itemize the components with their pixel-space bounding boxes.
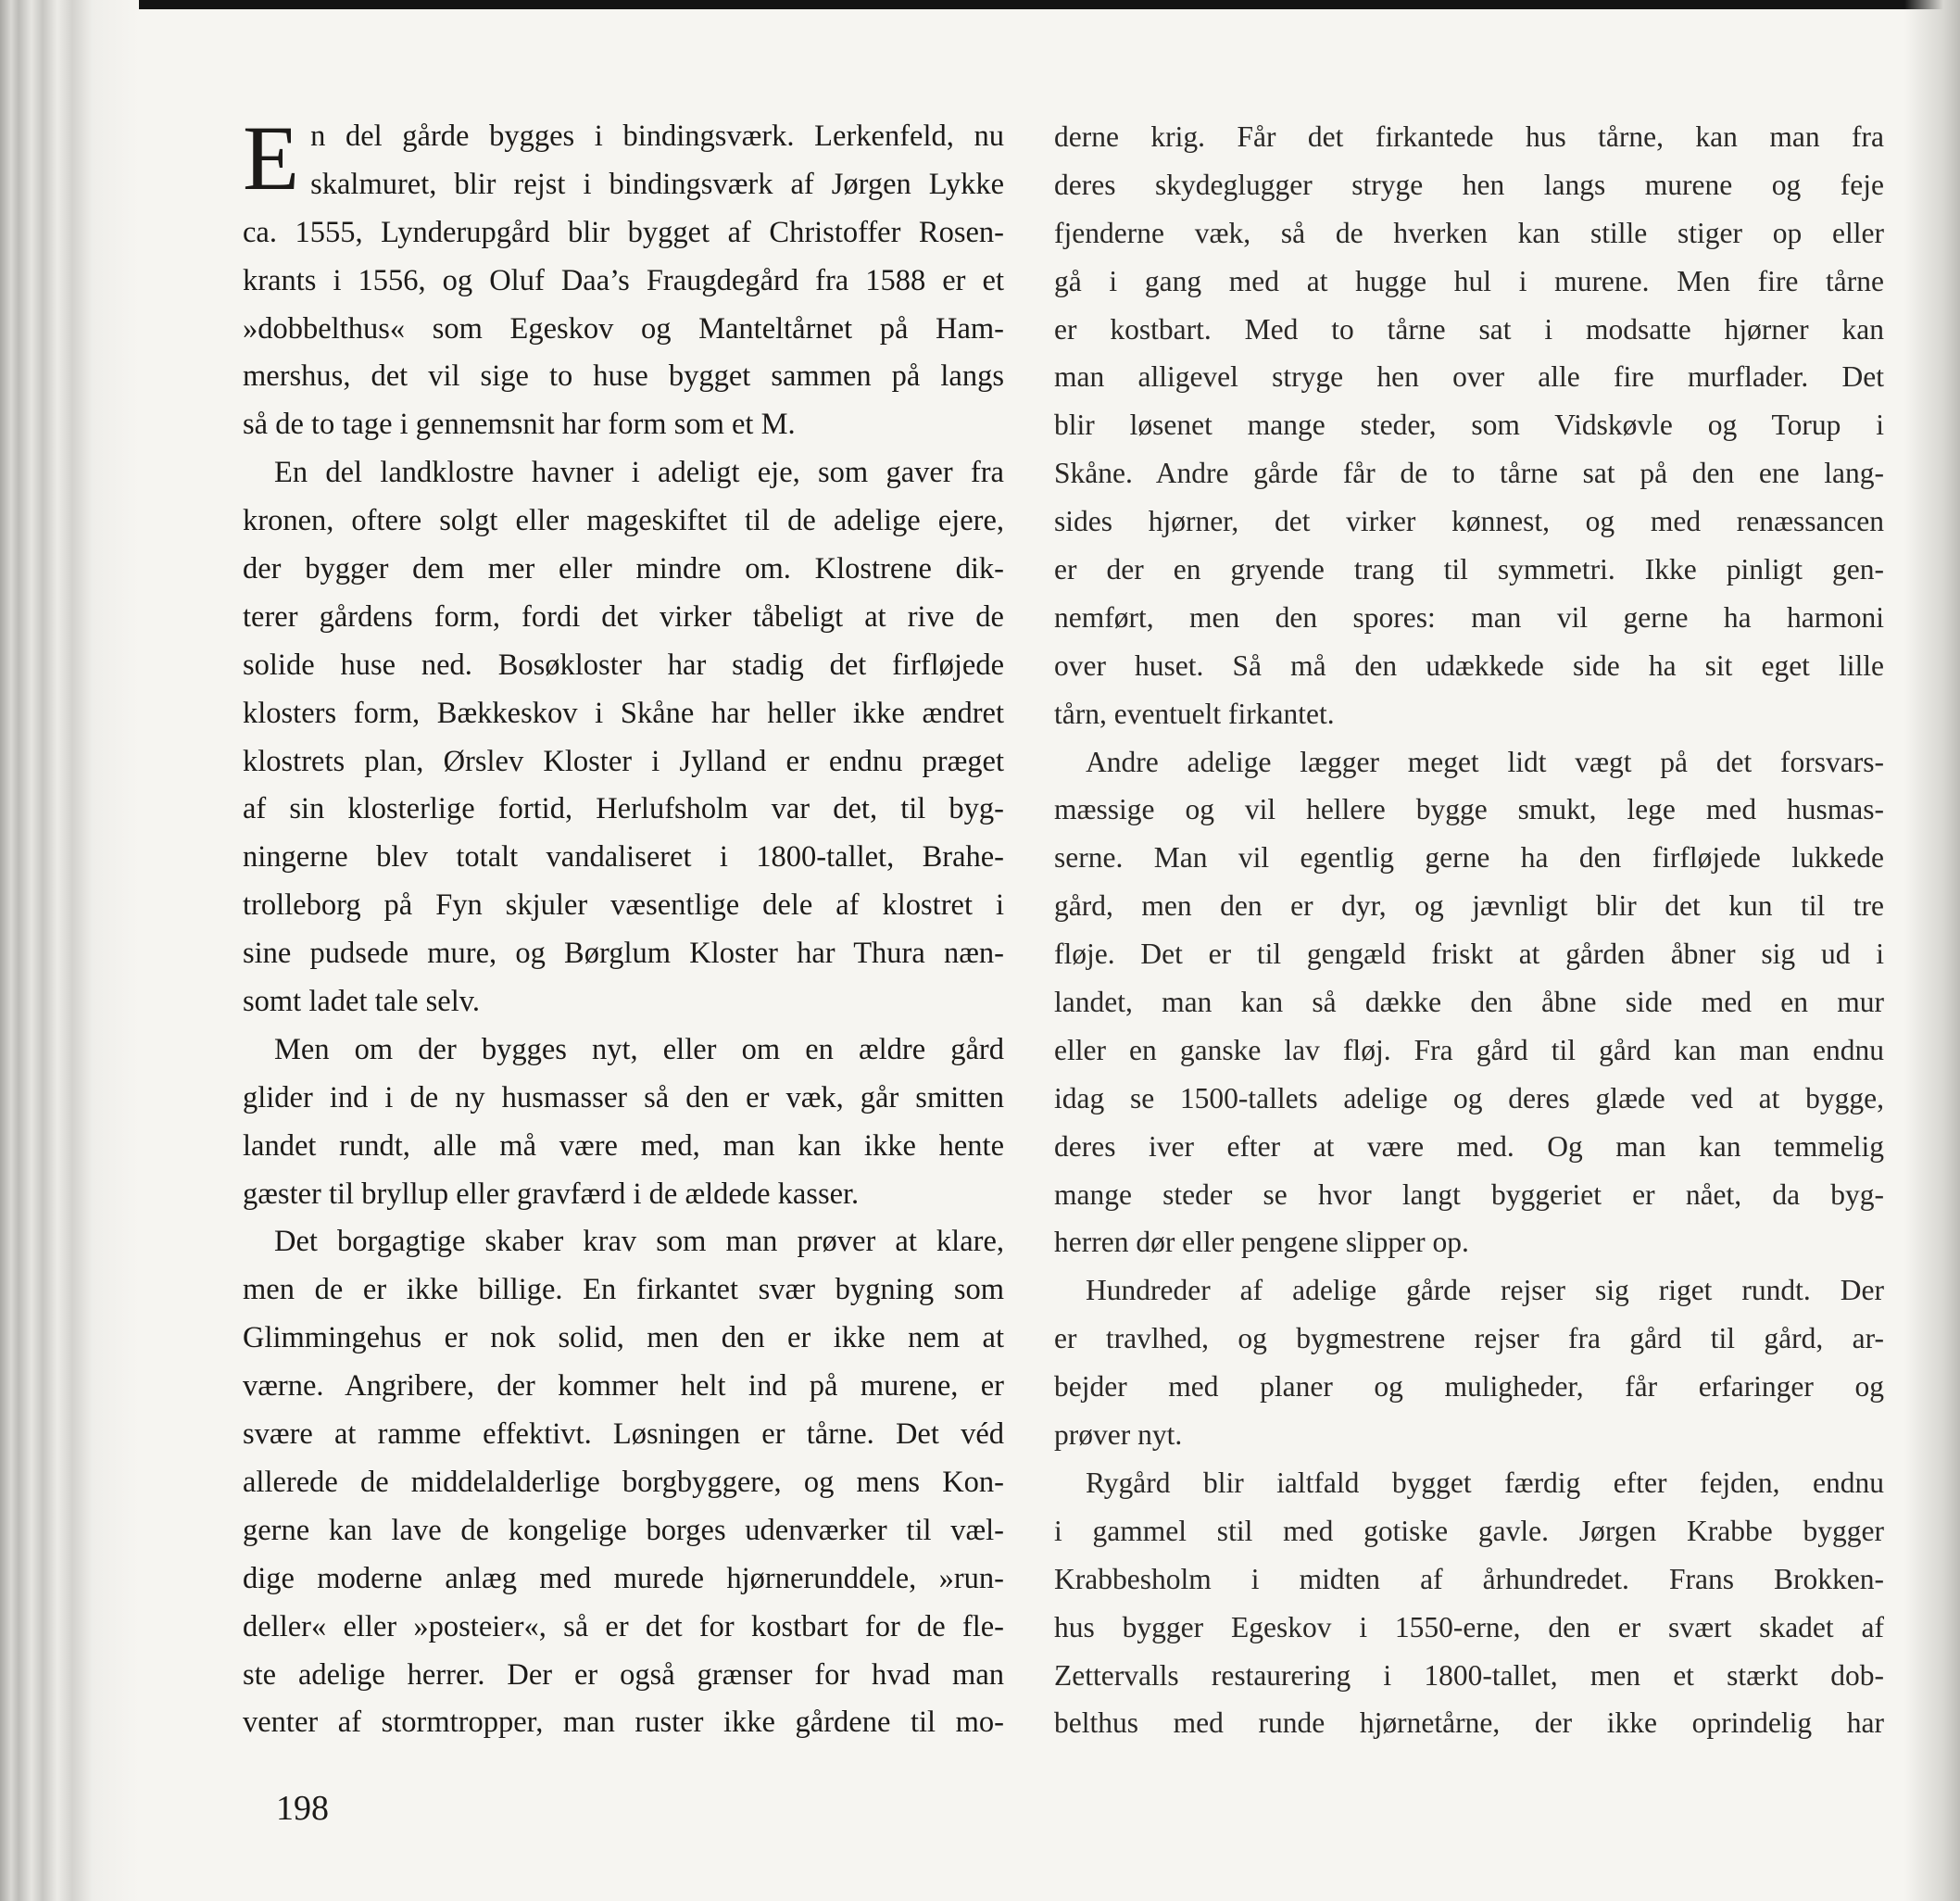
left-column-text-line: klostrets plan, Ørslev Kloster i Jylland er endnu præget — [243, 744, 1004, 778]
left-column-text-line: mershus, det vil sige to huse bygget sammen på langs — [243, 359, 1004, 394]
right-column-text-line: mange steder se hvor langt byggeriet er nået, da byg- — [1054, 1177, 1884, 1211]
right-column-text-line: herren dør eller pengene slipper op. — [1054, 1226, 1469, 1259]
left-column-text-line: Det borgagtige skaber krav som man prøver at klare, — [274, 1225, 1004, 1259]
right-column-text-line: prøver nyt. — [1054, 1418, 1183, 1452]
left-column-text-line: trolleborg på Fyn skjuler væsentlige dele af klostret i — [243, 888, 1004, 923]
left-column-text-line: ste adelige herrer. Der er også grænser for hvad man — [243, 1657, 1004, 1692]
left-column-text-line: svære at ramme effektivt. Løsningen er tårne. Det véd — [243, 1417, 1004, 1452]
left-column-text-line: dige moderne anlæg med murede hjørnerunddele, »run- — [243, 1561, 1004, 1595]
left-column-text-line: venter af stormtropper, man ruster ikke gårdene til mo- — [243, 1706, 1004, 1740]
left-column-text-line: af sin klosterlige fortid, Herlufsholm var det, til byg- — [243, 792, 1004, 826]
left-text-column — [243, 107, 1004, 1747]
left-column-text-line: glider ind i de ny husmasser så den er væk, går smitten — [243, 1080, 1004, 1114]
left-column-text-line: deller« eller »posteier«, så er det for kostbart for de fle- — [243, 1609, 1004, 1643]
right-column-text-line: mæssige og vil hellere bygge smukt, lege med husmas- — [1054, 793, 1884, 826]
right-column-text-line: fløje. Det er til gengæld friskt at gården åbner sig ud i — [1054, 938, 1884, 971]
right-column-text-line: tårn, eventuelt firkantet. — [1054, 697, 1335, 730]
book-gutter-shadow — [1904, 0, 1960, 1901]
left-column-text-line: Men om der bygges nyt, eller om en ældre gård — [274, 1032, 1004, 1066]
left-column-text-line: værne. Angribere, der kommer helt ind på murene, er — [243, 1369, 1004, 1404]
right-column-text-line: idag se 1500-tallets adelige og deres glæde ved at bygge, — [1054, 1081, 1884, 1114]
right-column-text-line: eller en ganske lav fløj. Fra gård til gård kan man endnu — [1054, 1033, 1884, 1066]
right-column-text-line: Krabbesholm i midten af århundredet. Frans Brokken- — [1054, 1562, 1884, 1595]
right-column-text-line: man alligevel stryge hen over alle fire murflader. Det — [1054, 360, 1884, 394]
right-column-text-line: fjenderne væk, så de hverken kan stille stiger op eller — [1054, 216, 1884, 249]
right-column-text-line: over huset. Så må den udækkede side ha sit eget lille — [1054, 648, 1884, 682]
page-number: 198 — [276, 1789, 329, 1828]
left-column-text-line: ningerne blev totalt vandaliseret i 1800-tallet, Brahe- — [243, 840, 1004, 875]
book-top-edge — [0, 0, 1960, 9]
right-column-text-line: gå i gang med at hugge hul i murene. Men fire tårne — [1054, 264, 1884, 297]
left-column-lines — [243, 107, 1004, 1747]
right-column-text-line: er travlhed, og bygmestrene rejser fra gård til gård, ar- — [1054, 1322, 1884, 1355]
right-column-text-line: belthus med runde hjørnetårne, der ikke oprindelig har — [1054, 1706, 1884, 1740]
left-column-text-line: landet rundt, alle må være med, man kan ikke hente — [243, 1128, 1004, 1163]
left-column-text-line: men de er ikke billige. En firkantet svær bygning som — [243, 1273, 1004, 1307]
right-column-text-line: i gammel stil med gotiske gavle. Jørgen Krabbe bygger — [1054, 1514, 1884, 1547]
right-column-text-line: blir løsenet mange steder, som Vidskøvle og Torup i — [1054, 409, 1884, 442]
left-column-text-line: En del landklostre havner i adeligt eje, som gaver fra — [274, 456, 1004, 490]
left-column-text-line: n del gårde bygges i bindingsværk. Lerkenfeld, nu — [310, 120, 1004, 153]
left-column-text-line: kronen, oftere solgt eller mageskiftet til de adelige ejere, — [243, 504, 1004, 538]
right-column-text-line: landet, man kan så dække den åbne side med en mur — [1054, 986, 1884, 1019]
right-column-text-line: hus bygger Egeskov i 1550-erne, den er svært skadet af — [1054, 1610, 1884, 1643]
right-column-text-line: gård, men den er dyr, og jævnligt blir det kun til tre — [1054, 889, 1884, 923]
left-column-text-line: skalmuret, blir rejst i bindingsværk af Jørgen Lykke — [310, 167, 1004, 201]
right-column-text-line: bejder med planer og muligheder, får erfaringer og — [1054, 1370, 1884, 1404]
book-page-edges — [0, 0, 139, 1901]
left-column-text-line: Glimmingehus er nok solid, men den er ikke nem at — [243, 1321, 1004, 1355]
right-column-text-line: deres iver efter at være med. Og man kan temmelig — [1054, 1129, 1884, 1163]
right-column-text-line: er kostbart. Med to tårne sat i modsatte hjørner kan — [1054, 312, 1884, 346]
right-column-text-line: derne krig. Får det firkantede hus tårne, kan man fra — [1054, 120, 1884, 153]
left-column-text-line: allerede de middelalderlige borgbyggere, og mens Kon- — [243, 1465, 1004, 1499]
left-column-text-line: terer gårdens form, fordi det virker tåbeligt at rive de — [243, 599, 1004, 634]
left-column-text-line: sine pudsede mure, og Børglum Kloster har Thura næn- — [243, 937, 1004, 971]
right-column-lines — [1054, 113, 1884, 1747]
right-column-text-line: Andre adelige lægger meget lidt vægt på det forsvars- — [1086, 745, 1884, 778]
right-column-text-line: sides hjørner, det virker kønnest, og med renæssancen — [1054, 505, 1884, 538]
right-column-text-line: Zettervalls restaurering i 1800-tallet, men et stærkt dob- — [1054, 1658, 1884, 1692]
left-column-text-line: solide huse ned. Bosøkloster har stadig det firfløjede — [243, 648, 1004, 682]
right-column-text-line: nemført, men den spores: man vil gerne ha harmoni — [1054, 600, 1884, 634]
left-column-text-line: »dobbelthus« som Egeskov og Manteltårnet på Ham- — [243, 311, 1004, 346]
left-column-text-line: somt ladet tale selv. — [243, 985, 481, 1019]
right-column-text-line: Hundreder af adelige gårde rejser sig riget rundt. Der — [1086, 1274, 1884, 1307]
left-column-text-line: ca. 1555, Lynderupgård blir bygget af Christoffer Rosen- — [243, 215, 1004, 249]
right-column-text-line: Skåne. Andre gårde får de to tårne sat på den ene lang- — [1054, 457, 1884, 490]
left-column-text-line: gæster til bryllup eller gravfærd i de ældede kasser. — [243, 1177, 860, 1211]
right-column-text-line: Rygård blir ialtfald bygget færdig efter fejden, endnu — [1086, 1466, 1884, 1499]
left-column-text-line: gerne kan lave de kongelige borges udenværker til væl- — [243, 1513, 1004, 1547]
right-column-text-line: serne. Man vil egentlig gerne ha den firfløjede lukkede — [1054, 841, 1884, 875]
left-column-text-line: så de to tage i gennemsnit har form som et M. — [243, 408, 796, 442]
left-column-text-line: krants i 1556, og Oluf Daa’s Fraugdegård fra 1588 er et — [243, 263, 1004, 297]
drop-cap: E — [243, 107, 300, 209]
right-text-column — [1054, 113, 1884, 1747]
right-column-text-line: deres skydeglugger stryge hen langs murene og feje — [1054, 168, 1884, 201]
right-column-text-line: er der en gryende trang til symmetri. Ikke pinligt gen- — [1054, 553, 1884, 586]
left-column-text-line: klosters form, Bækkeskov i Skåne har heller ikke ændret — [243, 696, 1004, 730]
left-column-text-line: der bygger dem mer eller mindre om. Klostrene dik- — [243, 552, 1004, 586]
